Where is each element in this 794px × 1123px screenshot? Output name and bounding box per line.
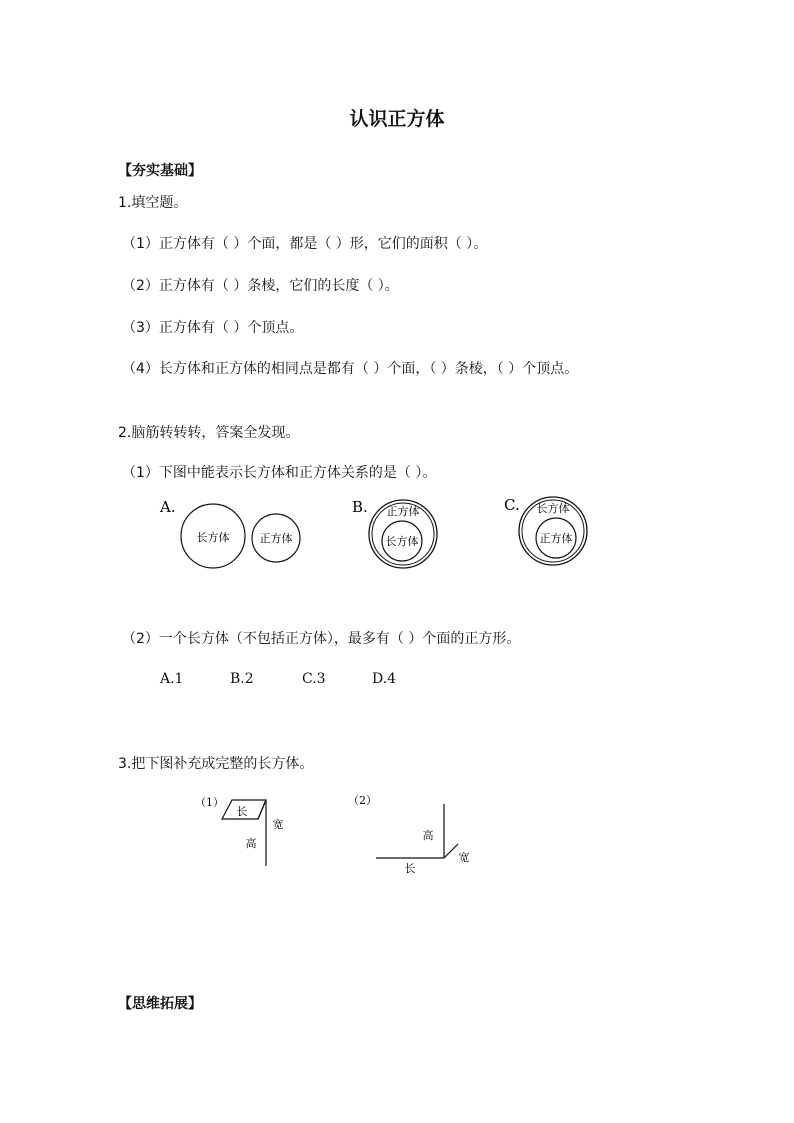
figure-2-length-label: 长 (404, 862, 416, 875)
option-a-big-label: 长方体 (196, 531, 230, 544)
option-c-outer-label: 长方体 (536, 502, 570, 515)
figure-2-height-label: 高 (422, 829, 434, 842)
option-b-outer-label: 正方体 (386, 505, 420, 518)
question-1-item-2: （2）正方体有（ ）条棱，它们的长度（ ）。 (122, 278, 399, 294)
option-c-label: C. (504, 496, 520, 514)
option-c-inner-label: 正方体 (539, 532, 573, 545)
question-3-heading: 3.把下图补充成完整的长方体。 (118, 756, 314, 772)
figure-2-width-label: 宽 (458, 851, 470, 864)
option-b-inner-label: 长方体 (385, 535, 419, 548)
figure-1-width-label: 宽 (272, 818, 284, 831)
choice-b: B.2 (230, 671, 254, 687)
choice-a: A.1 (160, 671, 184, 687)
option-a-small-label: 正方体 (259, 532, 293, 545)
question-2-sub-1: （1）下图中能表示长方体和正方体关系的是（ ）。 (122, 465, 437, 481)
question-1-item-4: （4）长方体和正方体的相同点是都有（ ）个面，（ ）条棱，（ ）个顶点。 (122, 361, 579, 377)
question-2-heading: 2.脑筋转转转，答案全发现。 (118, 425, 300, 441)
section-heading-extension: 【思维拓展】 (118, 996, 202, 1012)
figure-1-height-label: 高 (245, 837, 257, 850)
choice-c: C.3 (302, 671, 326, 687)
question-1-item-1: （1）正方体有（ ）个面，都是（ ）形，它们的面积（ ）。 (122, 236, 488, 252)
question-1-item-3: （3）正方体有（ ）个顶点。 (122, 320, 304, 336)
figure-1-length-label: 长 (236, 805, 248, 818)
choice-d: D.4 (372, 671, 397, 687)
page-title: 认识正方体 (349, 108, 445, 130)
figure-1-number: （1） (195, 796, 224, 809)
section-heading-basics: 【夯实基础】 (118, 163, 202, 179)
figure-2-width-edge (444, 844, 458, 858)
figure-1-width-edge (258, 800, 266, 819)
figure-2-number: （2） (348, 794, 377, 807)
question-1-heading: 1.填空题。 (118, 195, 188, 211)
cuboid-figures (190, 790, 490, 880)
question-2-sub-2: （2）一个长方体（不包括正方体），最多有（ ）个面的正方形。 (122, 631, 521, 647)
venn-diagram-options (150, 490, 610, 580)
option-b-label: B. (352, 498, 368, 516)
option-a-label: A. (160, 498, 176, 516)
